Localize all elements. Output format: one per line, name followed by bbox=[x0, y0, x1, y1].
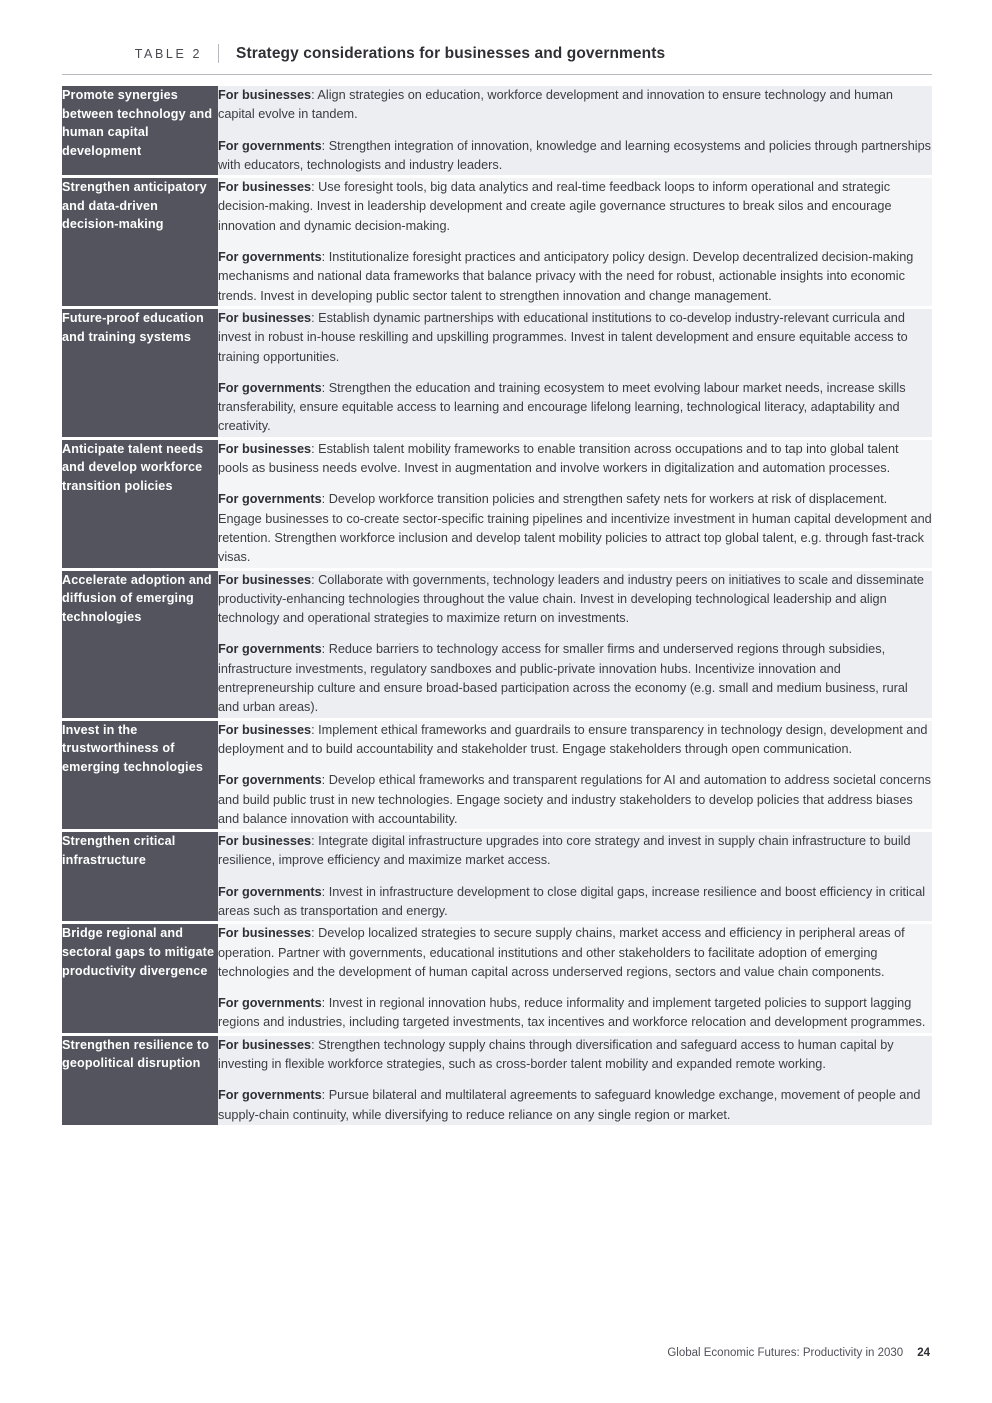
row-content-8 bbox=[218, 1034, 932, 1126]
governments-text: : Develop ethical frameworks and transparent regulations for AI and automation to address societal concerns and build public trust in new technologies. Engage society and industry stakeholders to develop policies that address biases and balance innovation with accountability. bbox=[218, 773, 931, 826]
businesses-text: : Establish dynamic partnerships with educational institutions to co-develop industry-relevant curricula and invest in robust in-house reskilling and upskilling programmes. Invest in talent development and ensure equitable access to training opportunities. bbox=[218, 310, 908, 364]
for-governments-label: For governments bbox=[218, 1088, 322, 1103]
row-category-7: Bridge regional and sectoral gaps to mitigate productivity divergence bbox=[62, 923, 218, 1034]
for-businesses-label: For businesses bbox=[218, 441, 312, 456]
row-content-1 bbox=[218, 177, 932, 308]
for-businesses-label: For businesses bbox=[218, 834, 312, 849]
row-content-4 bbox=[218, 569, 932, 719]
row-content-5 bbox=[218, 719, 932, 830]
businesses-paragraph bbox=[218, 309, 932, 367]
row-category-5: Invest in the trustworthiness of emerging technologies bbox=[62, 719, 218, 830]
governments-paragraph bbox=[218, 490, 932, 567]
businesses-text: : Collaborate with governments, technology leaders and industry peers on initiatives to scale and disseminate productivity-enhancing technologies throughout the value chain. Invest in developing technological leadership and align technology and operational strategies to maximize return on investments. bbox=[218, 572, 924, 626]
for-governments-label: For governments bbox=[218, 773, 322, 788]
row-content-0 bbox=[218, 86, 932, 177]
table-row bbox=[62, 307, 932, 438]
for-governments-label: For governments bbox=[218, 138, 322, 153]
footer-source: Global Economic Futures: Productivity in 2030 bbox=[667, 1347, 904, 1359]
businesses-paragraph bbox=[218, 721, 932, 760]
for-businesses-label: For businesses bbox=[218, 926, 312, 941]
table-row bbox=[62, 831, 932, 923]
row-category-6: Strengthen critical infrastructure bbox=[62, 831, 218, 923]
governments-paragraph bbox=[218, 994, 932, 1033]
table-row bbox=[62, 1034, 932, 1126]
governments-text: : Strengthen integration of innovation, knowledge and learning ecosystems and policies through partnerships with educators, technologists and industry leaders. bbox=[218, 138, 932, 172]
businesses-text: : Integrate digital infrastructure upgrades into core strategy and invest in supply chain infrastructure to build resilience, improve efficiency and maximize market access. bbox=[218, 834, 911, 868]
governments-text: : Strengthen the education and training ecosystem to meet evolving labour market needs, increase skills transferability, ensure equitable access to learning and encourage lifelong learning, technological literacy, adaptability and creativity. bbox=[218, 380, 906, 434]
row-category-0: Promote synergies between technology and human capital development bbox=[62, 86, 218, 177]
table-header bbox=[62, 44, 932, 75]
table-row bbox=[62, 438, 932, 569]
for-businesses-label: For businesses bbox=[218, 88, 312, 102]
businesses-text: : Strengthen technology supply chains through diversification and safeguard access to human capital by investing in flexible workforce strategies, such as cross-border talent mobility and expanded remote working. bbox=[218, 1037, 894, 1072]
row-content-7 bbox=[218, 923, 932, 1034]
strategy-table bbox=[62, 86, 932, 1128]
businesses-text: : Implement ethical frameworks and guardrails to ensure transparency in technology design, development and deployment and to build accountability and stakeholder trust. Engage stakeholders through open communication. bbox=[218, 722, 928, 756]
governments-paragraph bbox=[218, 883, 932, 922]
for-governments-label: For governments bbox=[218, 996, 322, 1011]
governments-paragraph bbox=[218, 379, 932, 437]
row-category-1: Strengthen anticipatory and data-driven decision-making bbox=[62, 177, 218, 308]
governments-text: : Develop workforce transition policies and strengthen safety nets for workers at risk of displacement. Engage businesses to co-create sector-specific training pipelines and incentivize investment in human capital development and retention. Strengthen workforce inclusion and develop talent mobility policies to attract top global talent, e.g. through fast-track visas. bbox=[218, 492, 932, 565]
table-2-container bbox=[62, 44, 932, 1128]
businesses-text: : Use foresight tools, big data analytics and real-time feedback loops to inform operational and strategic decision-making. Invest in leadership development and create agile governance structures to break silos and encourage innovation and dynamic decision-making. bbox=[218, 180, 892, 233]
row-content-3 bbox=[218, 438, 932, 569]
row-category-8: Strengthen resilience to geopolitical disruption bbox=[62, 1034, 218, 1126]
governments-paragraph bbox=[218, 640, 932, 717]
page-footer bbox=[62, 1347, 930, 1359]
businesses-paragraph bbox=[218, 178, 932, 236]
table-row bbox=[62, 86, 932, 177]
businesses-paragraph bbox=[218, 440, 932, 479]
row-content-2 bbox=[218, 307, 932, 438]
for-governments-label: For governments bbox=[218, 492, 322, 507]
businesses-paragraph bbox=[218, 571, 932, 629]
for-governments-label: For governments bbox=[218, 380, 322, 395]
for-businesses-label: For businesses bbox=[218, 572, 312, 587]
table-row bbox=[62, 177, 932, 308]
table-row bbox=[62, 923, 932, 1034]
businesses-paragraph bbox=[218, 1036, 932, 1075]
for-businesses-label: For businesses bbox=[218, 722, 312, 737]
businesses-text: : Establish talent mobility frameworks to enable transition across occupations and to tap into global talent pools as business needs evolve. Invest in augmentation and involve workers in digitalization and automation processes. bbox=[218, 441, 899, 476]
governments-text: : Pursue bilateral and multilateral agreements to safeguard knowledge exchange, movement of people and supply-chain continuity, while diversifying to reduce reliance on any single region or market. bbox=[218, 1088, 921, 1122]
governments-paragraph bbox=[218, 1086, 932, 1125]
for-businesses-label: For businesses bbox=[218, 180, 312, 195]
row-category-4: Accelerate adoption and diffusion of emerging technologies bbox=[62, 569, 218, 719]
businesses-text: : Align strategies on education, workforce development and innovation to ensure technology and human capital evolve in tandem. bbox=[218, 88, 893, 122]
table-row bbox=[62, 719, 932, 830]
governments-text: : Institutionalize foresight practices and anticipatory policy design. Develop decentralized decision-making mechanisms and national data frameworks that balance privacy with the need for robust, actionable insights into economic trends. Invest in developing public sector talent to strengthen innovation and change management. bbox=[218, 250, 914, 303]
page-number: 24 bbox=[917, 1347, 930, 1359]
governments-paragraph bbox=[218, 248, 932, 306]
businesses-text: : Develop localized strategies to secure supply chains, market access and efficiency in peripheral areas of operation. Partner with governments, educational institutions and other stakeholders to facilitate adoption of emerging technologies and the development of human capital across underserved regions, sectors and value chain components. bbox=[218, 926, 905, 979]
governments-text: : Invest in regional innovation hubs, reduce informality and implement targeted policies to support lagging regions and industries, including targeted investments, tax incentives and workforce relocation and development programmes. bbox=[218, 996, 926, 1030]
table-row bbox=[62, 569, 932, 719]
businesses-paragraph bbox=[218, 924, 932, 982]
strategy-table-body bbox=[62, 86, 932, 1126]
for-governments-label: For governments bbox=[218, 250, 322, 265]
table-title: Strategy considerations for businesses and governments bbox=[236, 45, 666, 62]
for-businesses-label: For businesses bbox=[218, 310, 312, 325]
governments-paragraph bbox=[218, 137, 932, 176]
for-governments-label: For governments bbox=[218, 884, 322, 899]
businesses-paragraph bbox=[218, 832, 932, 871]
table-number-label: TABLE 2 bbox=[134, 47, 202, 61]
row-content-6 bbox=[218, 831, 932, 923]
governments-paragraph bbox=[218, 771, 932, 829]
governments-text: : Invest in infrastructure development to close digital gaps, increase resilience and boost efficiency in critical areas such as transportation and energy. bbox=[218, 884, 926, 918]
for-businesses-label: For businesses bbox=[218, 1037, 312, 1052]
for-governments-label: For governments bbox=[218, 642, 322, 657]
governments-text: : Reduce barriers to technology access for smaller firms and underserved regions through subsidies, infrastructure investments, regulatory sandboxes and public-private innovation hubs. Incentivize innovation and entrepreneurship culture and ensure broad-based participation across the economy (e.g. small and medium business, rural and urban areas). bbox=[218, 642, 908, 715]
row-category-3: Anticipate talent needs and develop workforce transition policies bbox=[62, 438, 218, 569]
businesses-paragraph bbox=[218, 86, 932, 125]
row-category-2: Future-proof education and training systems bbox=[62, 307, 218, 438]
